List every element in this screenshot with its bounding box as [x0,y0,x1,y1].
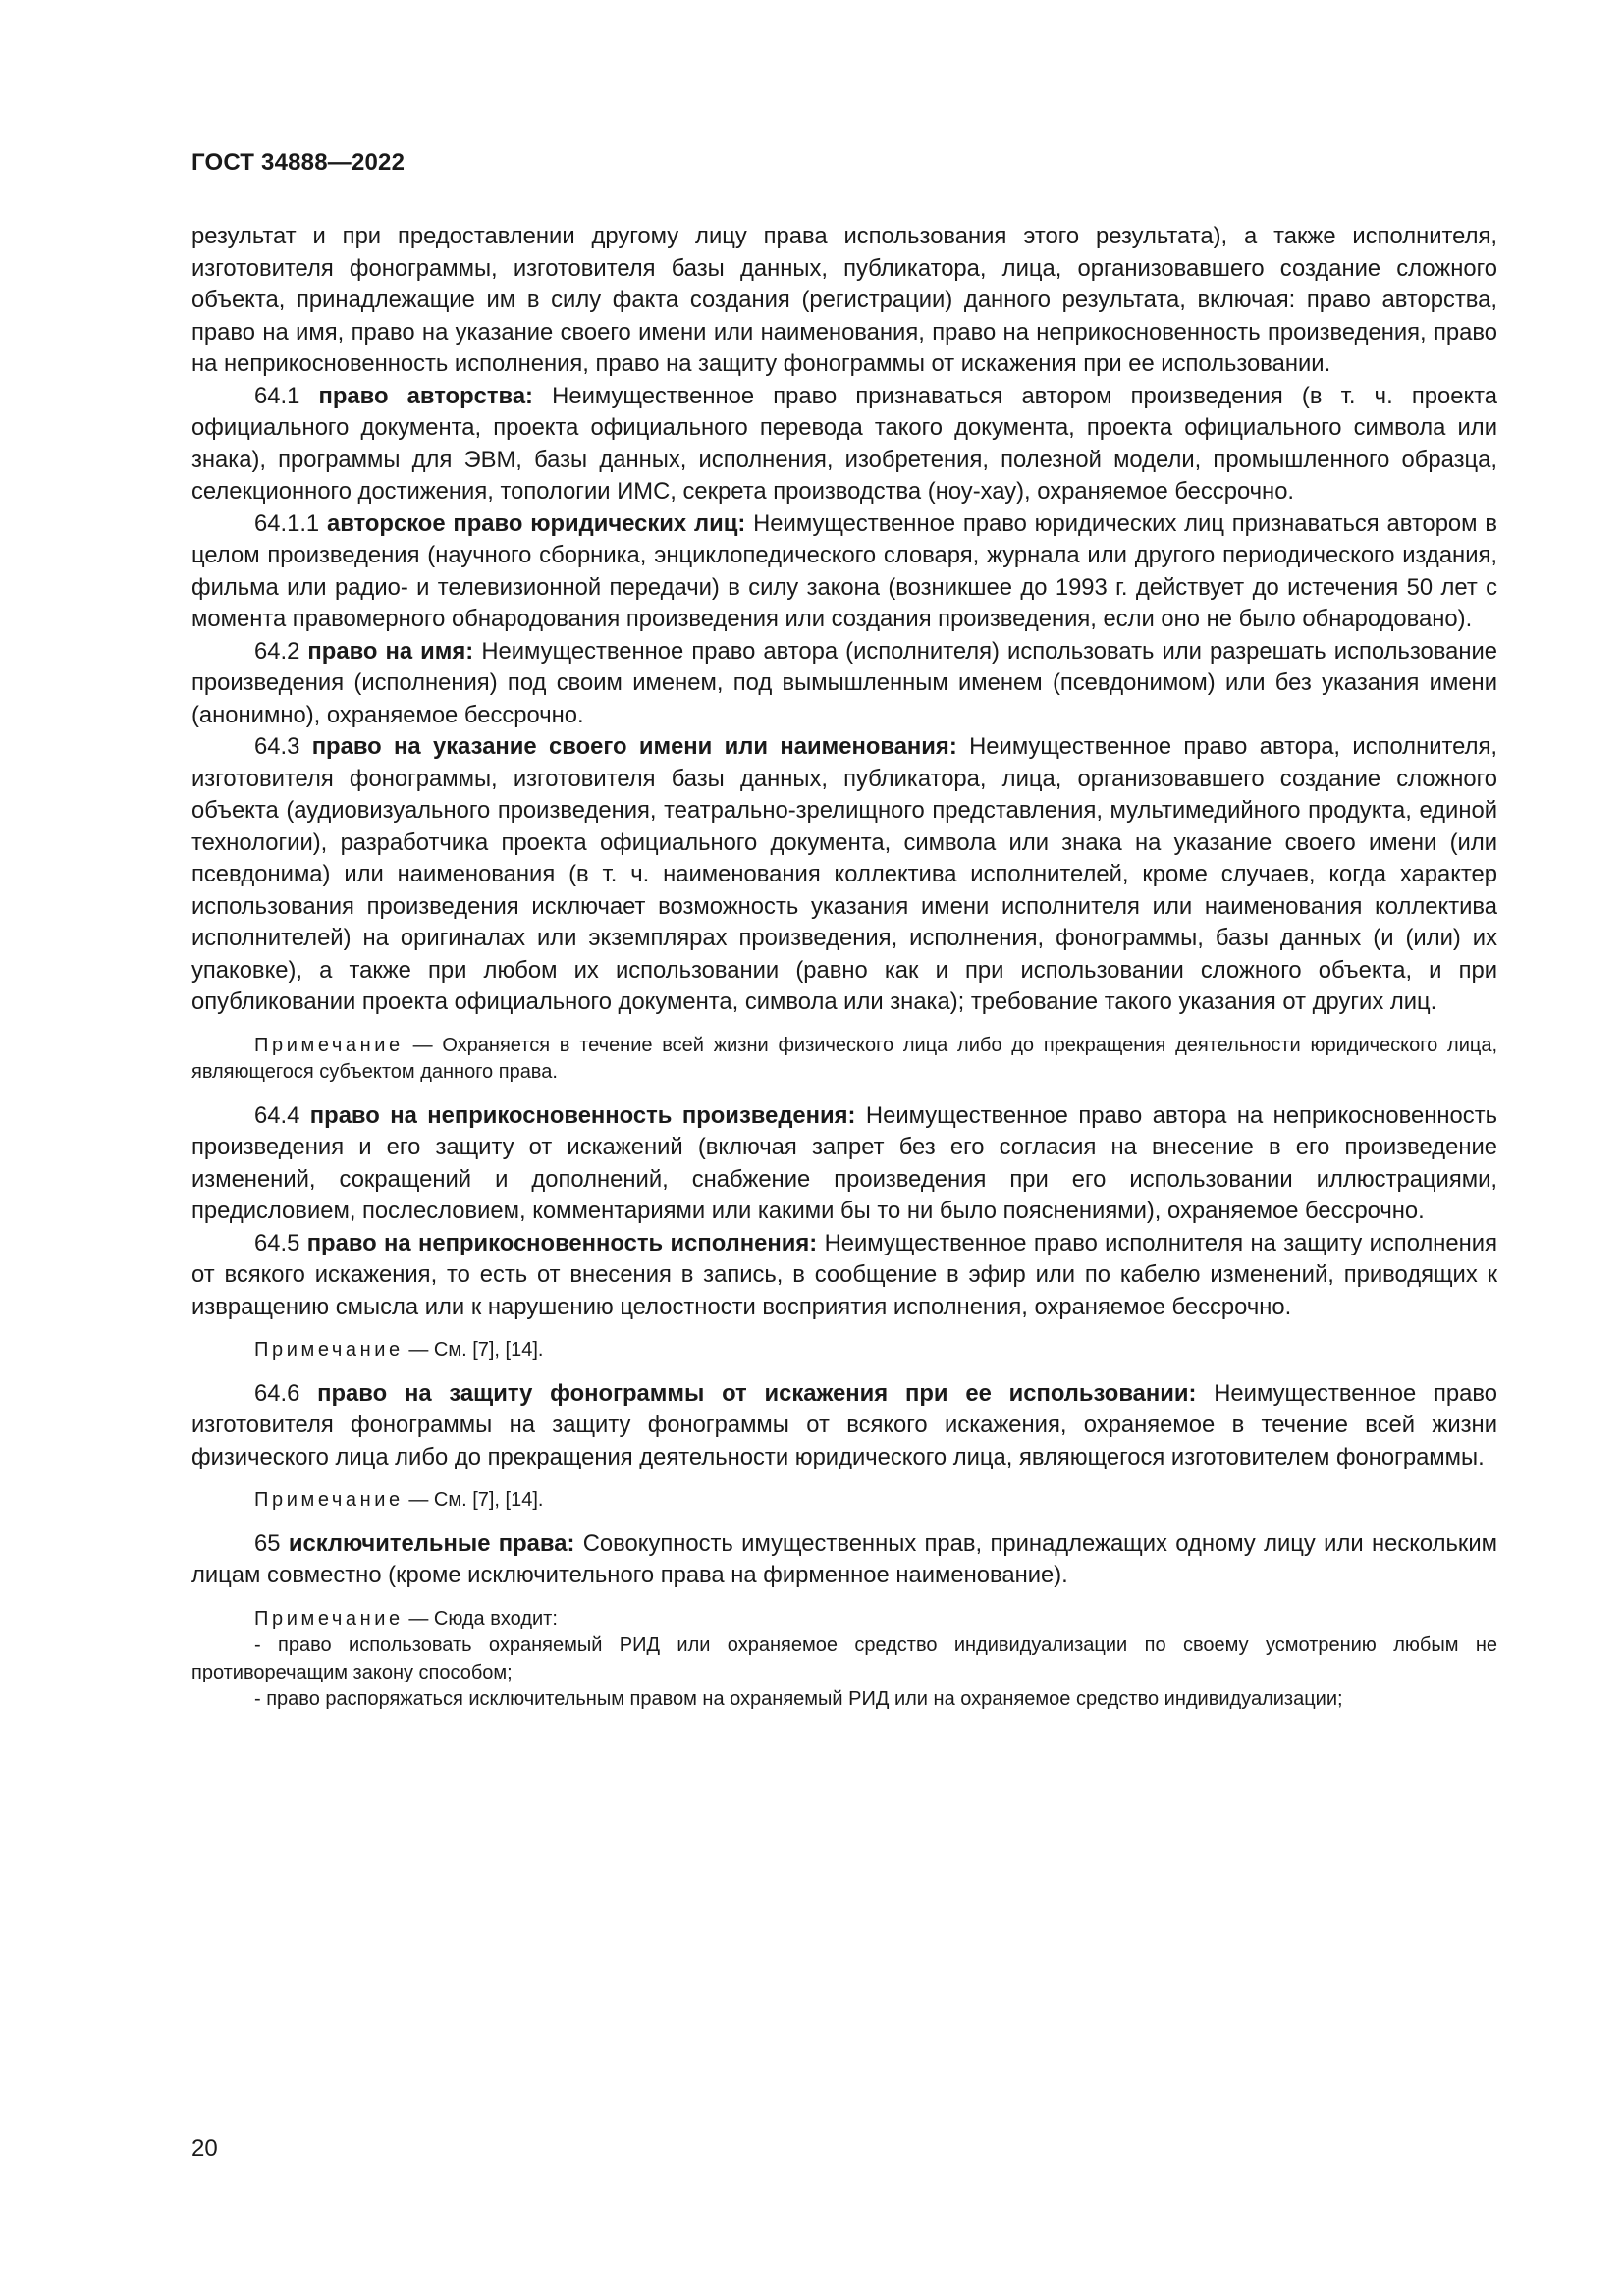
section-number: 64.6 [254,1379,300,1407]
page-number: 20 [191,2135,218,2162]
section-64-2 [191,636,1497,732]
section-64-3 [191,731,1497,1019]
note-65 [191,1606,1497,1633]
note-label: Примечание [254,1034,404,1056]
document-header: ГОСТ 34888—2022 [191,149,406,176]
term-definition: Неимущественное право автора на неприкосновенность произведения и его защиту от искажений (включая запрет без его согласия на внесение в его произведение изменений, сокращений и дополнений, снабжение произведения при его использовании иллюстрациями, предисловием, послесловием, комментариями или какими бы то ни было пояснениями), охраняемое бессрочно. [191,1101,1497,1224]
term-heading: право на неприкосновенность произведения: [309,1101,856,1129]
term-heading: право авторства: [318,382,533,409]
note-64-5 [191,1337,1497,1364]
note-64-6 [191,1487,1497,1515]
section-number: 64.5 [254,1229,300,1256]
term-heading: право на имя: [307,637,474,665]
term-definition: Неимущественное право признаваться автором произведения (в т. ч. проекта официального документа, проекта официального перевода такого документа, проекта официального символа или знака), программы для ЭВМ, базы данных, исполнения, изобретения, полезной модели, промышленного образца, селекционного достижения, топологии ИМС, секрета производства (ноу-хау), охраняемое бессрочно. [191,382,1497,505]
note-list-item: - право распоряжаться исключительным правом на охраняемый РИД или на охраняемое средство индивидуализации; [254,1688,1343,1710]
note-64-3 [191,1033,1497,1087]
term-heading: право на неприкосновенность исполнения: [306,1229,818,1256]
term-heading: право на указание своего имени или наименования: [311,733,957,760]
term-definition: Неимущественное право автора, исполнителя, изготовителя фонограммы, изготовителя базы данных, публикатора, лица, организовавшего создание сложного объекта (аудиовизуального произведения, театрально-зрелищного представления, мультимедийного продукта, единой технологии), разработчика проекта официального документа, символа или знака на указание своего имени (или псевдонима) или наименования (в т. ч. наименования коллектива исполнителей, кроме случаев, когда характер использования произведения исключает возможность указания имени исполнителя или наименования коллектива исполнителей) на оригиналах или экземплярах произведения, исполнения, фонограммы, базы данных (и (или) их упаковке), а также при любом их использовании (равно как и при использовании сложного объекта, и при опубликовании проекта официального документа, символа или знака); требование такого указания от других лиц. [191,733,1497,1015]
note-label: Примечание [254,1339,404,1361]
note-list-item: - право использовать охраняемый РИД или охраняемое средство индивидуализации по своему усмотрению любым не противоречащим закону способом; [191,1634,1497,1683]
term-definition: Неимущественное право юридических лиц признаваться автором в целом произведения (научного сборника, энциклопедического словаря, журнала или другого периодического издания, фильма или радио- и телевизионной передачи) в силу закона (возникшее до 1993 г. действует до истечения 50 лет с момента правомерного обнародования произведения или создания произведения, если оно не было обнародовано). [191,509,1497,632]
term-definition: Неимущественное право автора (исполнителя) использовать или разрешать использование произведения (исполнения) под своим именем, под вымышленным именем (псевдонимом) или без указания имени (анонимно), охраняемое бессрочно. [191,637,1498,728]
section-64-6 [191,1378,1497,1474]
note-label: Примечание [254,1489,404,1511]
section-number: 64.4 [254,1101,300,1129]
section-65 [191,1528,1497,1592]
note-text: — Сюда входит: [408,1607,558,1629]
section-number: 65 [254,1529,281,1557]
section-number: 64.3 [254,733,300,760]
document-body [191,221,1497,1714]
intro-paragraph: результат и при предоставлении другому лицу права использования этого результата), а также исполнителя, изготовителя фонограммы, изготовителя базы данных, публикатора, лица, организовавшего создание сложного объекта, принадлежащие им в силу факта создания (регистрации) данного результата, включая: право авторства, право на имя, право на указание своего имени или наименования, право на неприкосновенность произведения, право на неприкосновенность исполнения, право на защиту фонограммы от искажения при ее использовании. [191,223,1497,377]
term-heading: исключительные права: [288,1529,575,1557]
section-64-1 [191,381,1497,508]
section-64-1-1 [191,508,1497,636]
section-64-5 [191,1228,1497,1324]
note-text: — Охраняется в течение всей жизни физического лица либо до прекращения деятельности юридического лица, являющегося субъектом данного права. [191,1034,1498,1083]
term-definition: Неимущественное право изготовителя фонограммы на защиту фонограммы от всякого искажения, охраняемое в течение всей жизни физического лица либо до прекращения деятельности юридического лица, являющегося изготовителем фонограммы. [191,1379,1497,1470]
section-64-4 [191,1100,1497,1228]
term-heading: авторское право юридических лиц: [327,509,746,537]
section-number: 64.1 [254,382,300,409]
term-heading: право на защиту фонограммы от искажения при ее использовании: [317,1379,1197,1407]
term-definition: Совокупность имущественных прав, принадлежащих одному лицу или нескольким лицам совместно (кроме исключительного права на фирменное наименование). [191,1529,1497,1588]
note-text: — См. [7], [14]. [408,1339,544,1361]
note-label: Примечание [254,1607,404,1629]
section-number: 64.2 [254,637,300,665]
note-text: — См. [7], [14]. [408,1489,544,1511]
section-number: 64.1.1 [254,509,320,537]
term-definition: Неимущественное право исполнителя на защиту исполнения от всякого искажения, то есть от внесения в запись, в сообщение в эфир или по кабелю изменений, приводящих к извращению смысла или к нарушению целостности восприятия исполнения, охраняемое бессрочно. [191,1229,1497,1320]
